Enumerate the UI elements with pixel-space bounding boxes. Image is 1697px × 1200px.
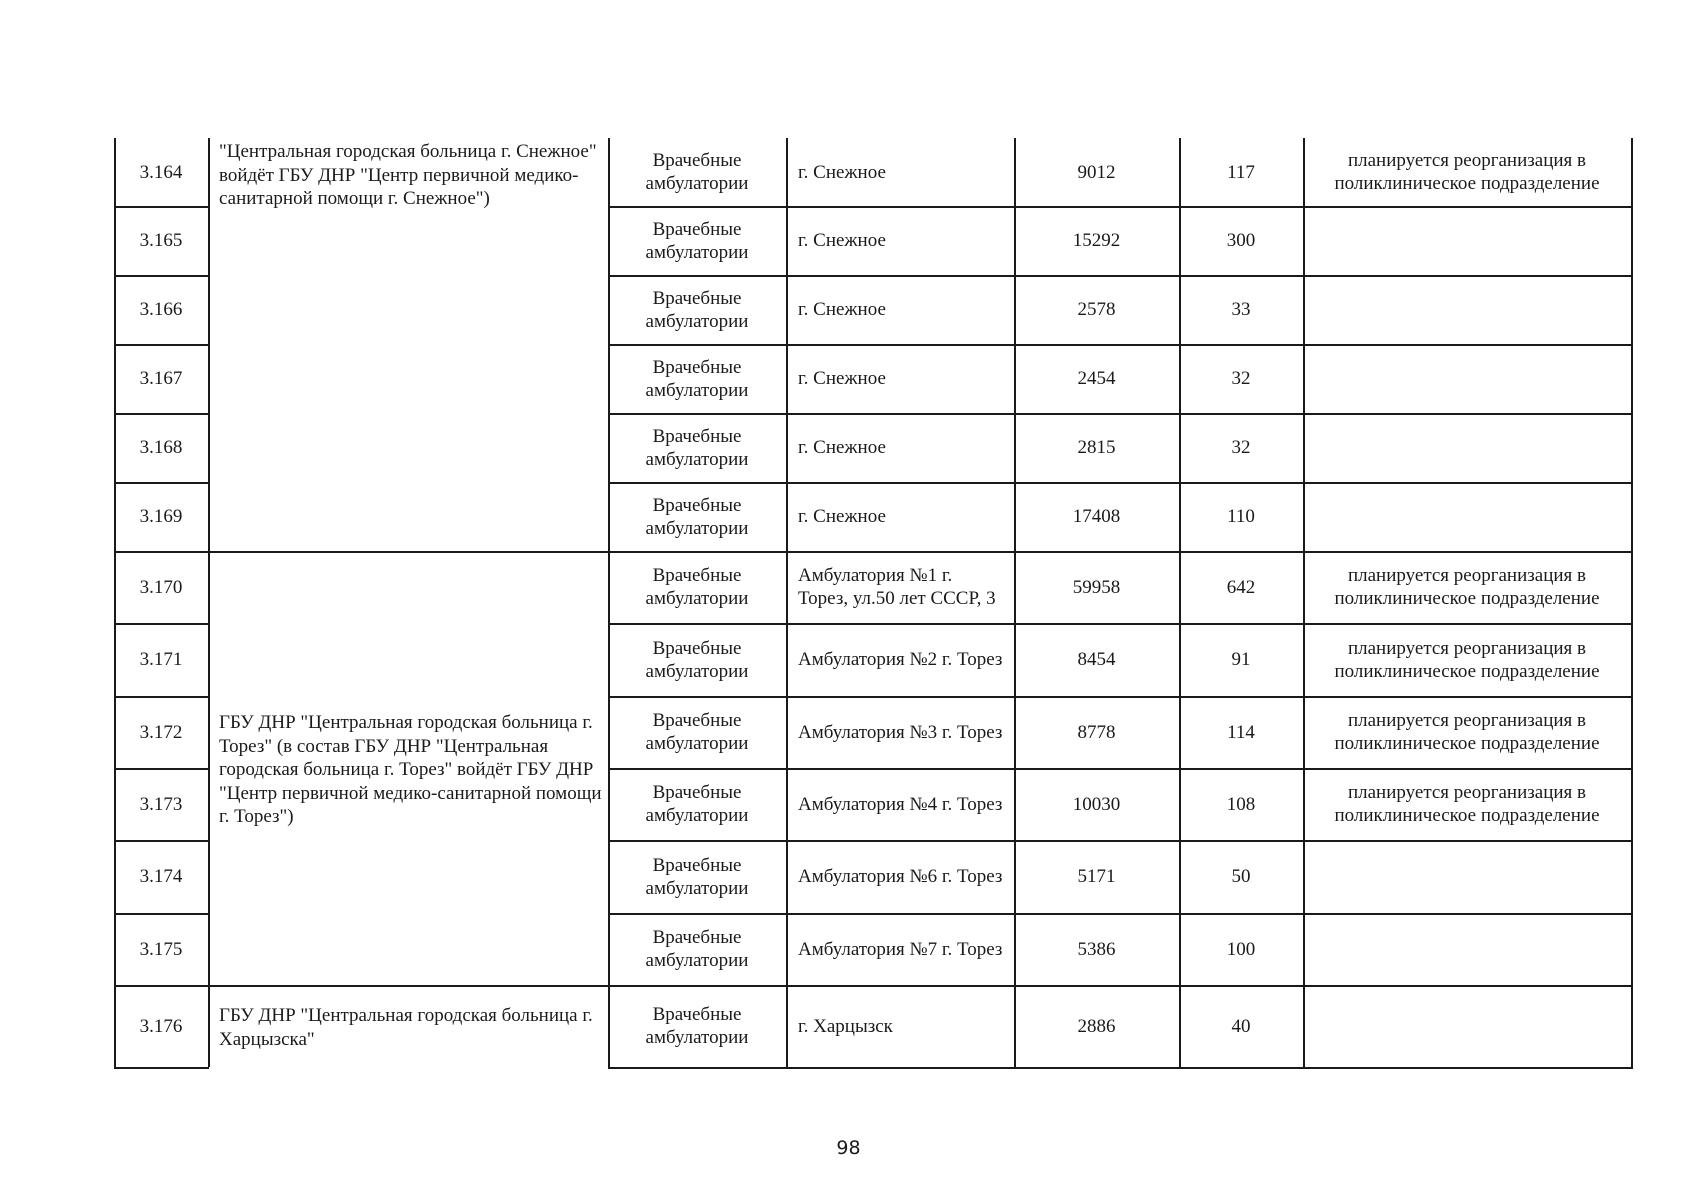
visits-count: 32: [1231, 437, 1251, 458]
facility-type: Врачебные амбулатории: [645, 710, 749, 754]
row-number: 3.166: [139, 299, 183, 320]
facility-address: Амбулатория №6 г. Торез: [798, 866, 1003, 887]
visits-count: 117: [1227, 161, 1255, 183]
row-number: 3.164: [139, 161, 183, 183]
served-population: 8454: [1077, 649, 1116, 670]
row-number: 3.165: [139, 230, 183, 251]
facility-type: Врачебные амбулатории: [645, 565, 749, 609]
visits-count: 300: [1226, 230, 1256, 251]
facility-type: Врачебные амбулатории: [645, 356, 749, 401]
row-note: планируется реорганизация в поликлиническое подразделение: [1334, 782, 1600, 826]
row-number: 3.167: [139, 368, 183, 389]
facility-address: Амбулатория №3 г. Торез: [798, 721, 1003, 743]
row-note: [1303, 913, 1631, 985]
served-population: 5171: [1077, 866, 1116, 887]
org-name-snezhnoe: "Центральная городская больница г. Снежное" войдёт ГБУ ДНР "Центр первичной медико-санитарной помощи г. Снежное"): [219, 141, 597, 209]
row-number: 3.171: [139, 649, 183, 670]
visits-count: 114: [1227, 721, 1255, 743]
group-separator: [208, 985, 608, 987]
served-population: 17408: [1072, 506, 1121, 527]
row-note: [1303, 840, 1631, 913]
served-population: 59958: [1072, 576, 1121, 598]
facility-address: г. Снежное: [798, 506, 886, 527]
facility-address: Амбулатория №7 г. Торез: [798, 938, 1003, 960]
table-border-right: [1631, 138, 1633, 1068]
row-note: [1303, 344, 1631, 413]
row-number: 3.168: [139, 437, 183, 458]
served-population: 2886: [1077, 1015, 1116, 1037]
visits-count: 642: [1226, 576, 1256, 598]
served-population: 2454: [1077, 368, 1116, 389]
row-number: 3.172: [139, 721, 183, 743]
row-number: 3.169: [139, 506, 183, 527]
facility-address: г. Снежное: [798, 230, 886, 251]
row-separator: [608, 1067, 1633, 1069]
row-number: 3.170: [139, 576, 183, 598]
row-note: [1303, 206, 1631, 275]
served-population: 5386: [1077, 938, 1116, 960]
visits-count: 110: [1227, 506, 1255, 527]
served-population: 15292: [1072, 230, 1121, 251]
facility-type: Врачебные амбулатории: [645, 218, 749, 263]
row-note: [1303, 275, 1631, 344]
served-population: 9012: [1077, 161, 1116, 183]
row-note: планируется реорганизация в поликлиническое подразделение: [1334, 565, 1600, 609]
facility-type: Врачебные амбулатории: [645, 150, 749, 194]
facility-type: Врачебные амбулатории: [645, 494, 749, 539]
row-note: планируется реорганизация в поликлиническое подразделение: [1334, 637, 1600, 682]
row-note: [1303, 482, 1631, 551]
group-separator: [208, 551, 608, 553]
row-number: 3.173: [139, 793, 183, 815]
facility-address: г. Харцызск: [798, 1015, 893, 1037]
facility-type: Врачебные амбулатории: [645, 782, 749, 826]
facility-address: г. Снежное: [798, 368, 886, 389]
row-note: [1303, 985, 1631, 1067]
org-name-khartsyzsk: ГБУ ДНР "Центральная городская больница г. Харцызска": [219, 1005, 593, 1050]
served-population: 2578: [1077, 299, 1116, 320]
visits-count: 33: [1231, 299, 1251, 320]
visits-count: 50: [1231, 866, 1251, 887]
facility-type: Врачебные амбулатории: [645, 854, 749, 899]
served-population: 10030: [1072, 793, 1121, 815]
facility-address: г. Снежное: [798, 161, 886, 183]
org-name-torez: ГБУ ДНР "Центральная городская больница г. Торез" (в состав ГБУ ДНР "Центральная городская больница г. Торез" войдёт ГБУ ДНР "Центр первичной медико-санитарной помощи г. Торез"): [219, 712, 602, 827]
visits-count: 32: [1231, 368, 1251, 389]
facility-type: Врачебные амбулатории: [645, 425, 749, 470]
visits-count: 100: [1226, 938, 1256, 960]
visits-count: 91: [1231, 649, 1251, 670]
table-column-divider: [208, 138, 210, 1067]
row-note: планируется реорганизация в поликлиническое подразделение: [1334, 150, 1600, 194]
facility-address: Амбулатория №2 г. Торез: [798, 649, 1003, 670]
row-number: 3.176: [139, 1015, 183, 1037]
facility-address: г. Снежное: [798, 437, 886, 458]
facility-type: Врачебные амбулатории: [645, 637, 749, 682]
served-population: 8778: [1077, 721, 1116, 743]
row-separator: [114, 1067, 209, 1069]
page-number: 98: [836, 1137, 861, 1159]
facility-address: Амбулатория №1 г. Торез, ул.50 лет СССР, 3: [798, 565, 996, 609]
facility-address: г. Снежное: [798, 299, 886, 320]
facility-type: Врачебные амбулатории: [645, 927, 749, 971]
facility-address: Амбулатория №4 г. Торез: [798, 793, 1003, 815]
served-population: 2815: [1077, 437, 1116, 458]
visits-count: 108: [1226, 793, 1256, 815]
row-note: [1303, 413, 1631, 482]
row-number: 3.175: [139, 938, 183, 960]
row-note: планируется реорганизация в поликлиническое подразделение: [1334, 710, 1600, 754]
visits-count: 40: [1231, 1015, 1251, 1037]
facility-type: Врачебные амбулатории: [645, 1004, 749, 1048]
facility-type: Врачебные амбулатории: [645, 287, 749, 332]
row-number: 3.174: [139, 866, 183, 887]
